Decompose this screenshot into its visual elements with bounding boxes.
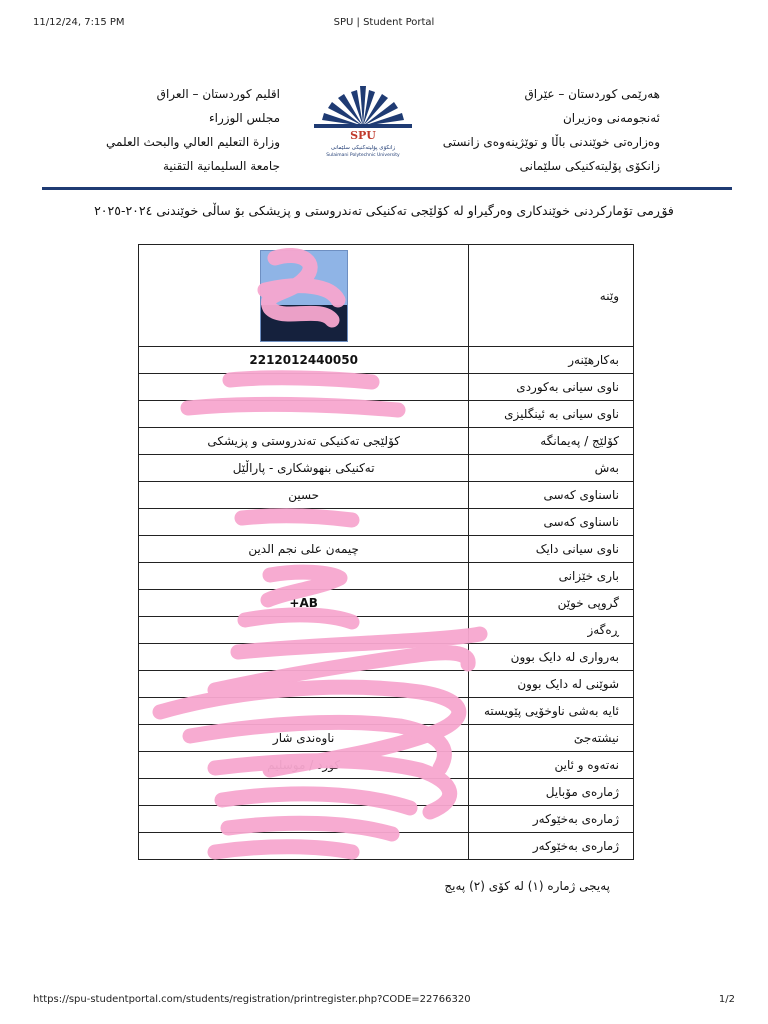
table-row [139,563,634,590]
arabic-line: اقليم كوردستان – العراق [156,87,280,101]
field-label: نەتەوە و ئاین [469,752,634,779]
kurdish-letterhead [430,82,660,178]
field-value: کۆلێجی تەکنیکی تەندروستی و پزیشکی [139,428,469,455]
field-label: کۆلێج / پەیمانگە [469,428,634,455]
field-value [139,509,469,536]
table-row [139,671,634,698]
field-value [139,698,469,725]
table-row [139,347,634,374]
arabic-letterhead [106,82,280,178]
field-label: بەکارهێنەر [469,347,634,374]
kurdish-line: هەرێمی کوردستان – عێراق [524,87,660,101]
registration-table [138,244,634,860]
form-title: فۆڕمی تۆمارکردنی خوێندکاری وەرگیراو لە کۆلێجی تەکنیکی تەندروستی و پزیشکی بۆ ساڵی خوێندنی ٢٠٢٤-٢٠٢٥ [94,203,674,218]
field-value: کورد / موسلیم [139,752,469,779]
field-label: گروپی خوێن [469,590,634,617]
table-row [139,698,634,725]
kurdish-line: زانکۆی پۆلیتەکنیکی سلێمانی [519,159,660,173]
table-row [139,536,634,563]
field-label: ناسناوی کەسی [469,509,634,536]
letterhead [0,82,768,182]
field-label: باری خێزانی [469,563,634,590]
field-value: چیمەن علی نجم الدین [139,536,469,563]
svg-text:SPU: SPU [350,129,376,142]
field-value [139,671,469,698]
field-label: شوێنی لە دایک بوون [469,671,634,698]
arabic-line: مجلس الوزراء [208,111,280,125]
field-value: تەکنیکی بنهوشکاری - پاراڵێل [139,455,469,482]
student-photo [260,250,348,342]
field-value [139,779,469,806]
field-value [139,563,469,590]
field-label: ناوی سیانی بەکوردی [469,374,634,401]
print-page-count: 1/2 [718,994,735,1005]
print-page-title: SPU | Student Portal [333,17,435,28]
table-row [139,374,634,401]
field-label: بەرواری لە دایک بوون [469,644,634,671]
field-value [139,806,469,833]
field-label: ناوی سیانی بە ئینگلیزی [469,401,634,428]
svg-text:Sulaimani Polytechnic Universi: Sulaimani Polytechnic University [326,153,400,158]
field-value [139,644,469,671]
table-row [139,509,634,536]
university-logo-icon [310,82,416,162]
page-note: پەیجی ژمارە (١) لە کۆی (٢) پەیج [444,879,610,893]
field-value [139,401,469,428]
table-row [139,806,634,833]
field-label: ژمارەی بەخێوکەر [469,833,634,860]
field-label: ڕەگەز [469,617,634,644]
field-label: ژمارەی مۆبایل [469,779,634,806]
field-value [139,617,469,644]
field-label: نیشتەجێ [469,725,634,752]
field-label: ناسناوی کەسی [469,482,634,509]
kurdish-line: ئەنجومەنی وەزیران [562,111,660,125]
table-row [139,644,634,671]
table-row [139,590,634,617]
table-row [139,752,634,779]
field-value: 2212012440050 [139,347,469,374]
table-row [139,833,634,860]
table-row [139,428,634,455]
table-row [139,617,634,644]
print-footer [0,994,768,1008]
print-header [0,17,768,31]
kurdish-line: وەزارەتی خوێندنی باڵا و توێژینەوەی زانستی [442,135,660,149]
arabic-line: وزارة التعليم العالي والبحث العلمي [106,135,280,149]
field-label: ژمارەی بەخێوکەر [469,806,634,833]
field-value [139,833,469,860]
table-row [139,482,634,509]
field-label: ئایە بەشی ناوخۆیی پێویستە [469,698,634,725]
field-label: وێنە [469,245,634,347]
field-label: ناوی سیانی دایک [469,536,634,563]
field-label: بەش [469,455,634,482]
field-value: ناوەندی شار [139,725,469,752]
table-row [139,779,634,806]
table-row [139,401,634,428]
field-value: AB+ [139,590,469,617]
header-divider [42,187,732,190]
svg-text:زانکۆی پۆلیتەکنیکی سلێمانی: زانکۆی پۆلیتەکنیکی سلێمانی [330,145,396,151]
print-url: https://spu-studentportal.com/students/registration/printregister.php?CODE=22766320 [33,994,471,1005]
spu-logo [310,82,416,162]
print-datetime: 11/12/24, 7:15 PM [33,17,125,28]
table-row [139,455,634,482]
field-value: حسین [139,482,469,509]
field-value [139,374,469,401]
table-row [139,725,634,752]
photo-cell [139,245,469,347]
arabic-line: جامعة السليمانية التقنية [163,159,280,173]
table-row [139,245,634,347]
